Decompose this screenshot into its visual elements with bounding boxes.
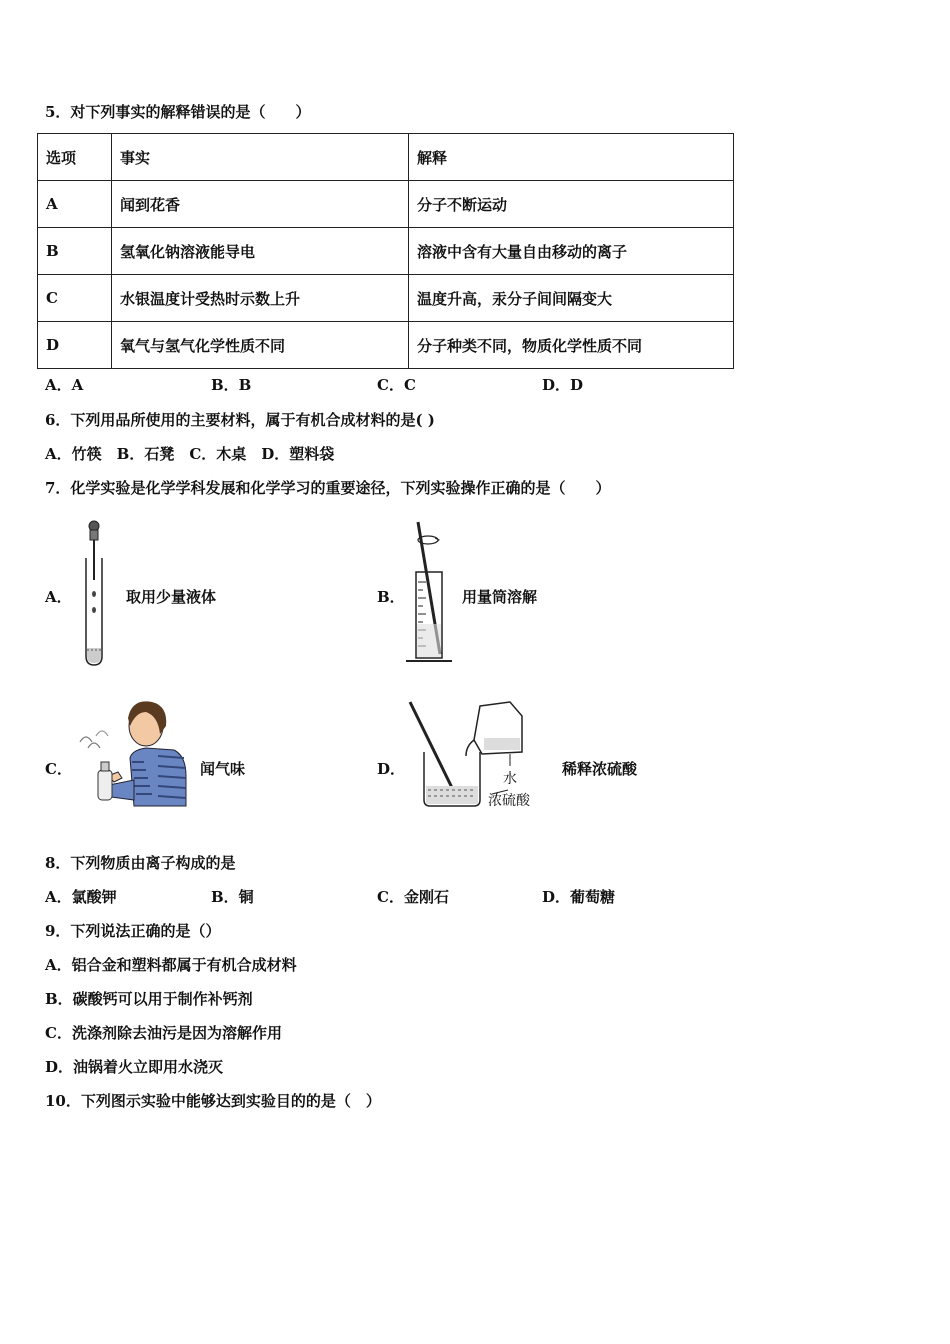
dropper-test-tube-figure (78, 518, 114, 668)
cell-option: C (38, 275, 112, 322)
cell-fact: 氧气与氢气化学性质不同 (112, 322, 409, 369)
cell-explanation: 分子不断运动 (409, 181, 734, 228)
cell-fact: 氢氧化钠溶液能导电 (112, 228, 409, 275)
cell-explanation: 温度升高，汞分子间间隔变大 (409, 275, 734, 322)
cell-explanation: 分子种类不同，物质化学性质不同 (409, 322, 734, 369)
q9-option-b[interactable]: B．碳酸钙可以用于制作补钙剂 (45, 990, 253, 1008)
q8-option-c[interactable]: C．金刚石 (377, 888, 449, 906)
header-fact: 事实 (112, 134, 409, 181)
q9-option-a[interactable]: A．铝合金和塑料都属于有机合成材料 (45, 956, 297, 974)
table-row (38, 228, 734, 275)
q8-option-d[interactable]: D．葡萄糖 (542, 888, 616, 906)
header-explanation: 解释 (409, 134, 734, 181)
cell-fact: 闻到花香 (112, 181, 409, 228)
q7-option-d-letter[interactable]: D． (377, 760, 406, 778)
q5-option-d[interactable]: D．D (542, 376, 584, 394)
q5-option-b[interactable]: B．B (211, 376, 252, 394)
q9-option-c[interactable]: C．洗涤剂除去油污是因为溶解作用 (45, 1024, 282, 1042)
q6-options[interactable]: A．竹筷 B．石凳 C．木桌 D．塑料袋 (45, 445, 335, 463)
cell-option: A (38, 181, 112, 228)
header-option: 选项 (38, 134, 112, 181)
table-row (38, 322, 734, 369)
q7-option-b-letter[interactable]: B． (377, 588, 405, 606)
q5-option-c[interactable]: C．C (377, 376, 416, 394)
d-label-acid: 浓硫酸 (488, 793, 530, 809)
table-header-row (38, 134, 734, 181)
graduated-cylinder-figure (404, 518, 460, 664)
q7-option-a-caption: 取用少量液体 (126, 588, 217, 606)
q9-stem: 9．下列说法正确的是（） (45, 922, 221, 940)
q8-option-b[interactable]: B．铜 (211, 888, 254, 906)
q7-option-c-caption: 闻气味 (200, 760, 246, 778)
q5-stem: 5．对下列事实的解释错误的是（ ） (45, 103, 311, 121)
q7-option-c-letter[interactable]: C． (45, 760, 72, 778)
table-row (38, 181, 734, 228)
cell-fact: 水银温度计受热时示数上升 (112, 275, 409, 322)
q8-stem: 8．下列物质由离子构成的是 (45, 854, 236, 872)
q5-option-a[interactable]: A．A (45, 376, 84, 394)
d-label-water: 水 (503, 771, 517, 787)
q9-option-d[interactable]: D．油锅着火立即用水浇灭 (45, 1058, 224, 1076)
q7-stem: 7．化学实验是化学学科发展和化学学习的重要途径，下列实验操作正确的是（ ） (45, 479, 611, 497)
q10-stem: 10．下列图示实验中能够达到实验目的的是（ ） (45, 1092, 381, 1110)
q5-table (37, 133, 734, 369)
cell-option: B (38, 228, 112, 275)
q7-option-d-caption: 稀释浓硫酸 (562, 760, 638, 778)
cell-option: D (38, 322, 112, 369)
q7-option-b-caption: 用量筒溶解 (462, 588, 538, 606)
q8-option-a[interactable]: A．氯酸钾 (45, 888, 117, 906)
table-row (38, 275, 734, 322)
cell-explanation: 溶液中含有大量自由移动的离子 (409, 228, 734, 275)
q7-option-a-letter[interactable]: A． (45, 588, 72, 606)
q6-stem: 6．下列用品所使用的主要材料，属于有机合成材料的是( ) (45, 411, 435, 429)
smelling-boy-figure (74, 696, 188, 808)
